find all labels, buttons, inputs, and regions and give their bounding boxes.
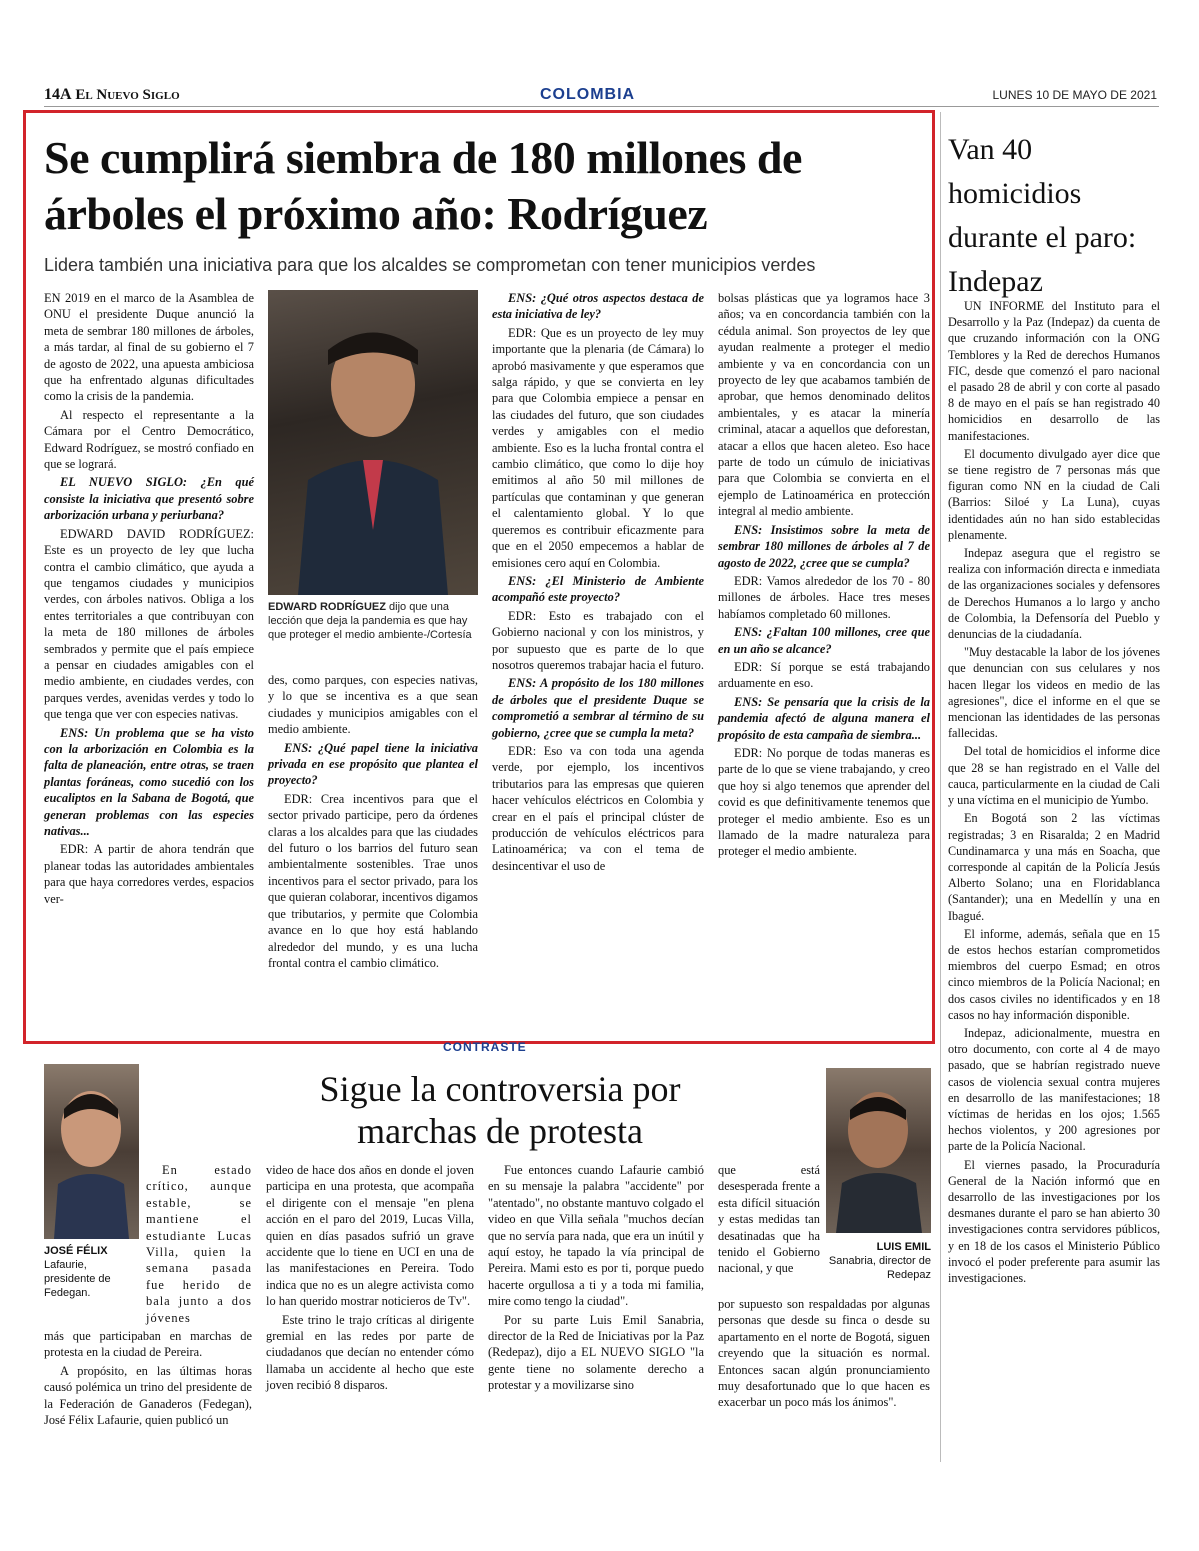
- paragraph: bolsas plásticas que ya logramos hace 3 años; va en concordancia también con la cédula animal. Son proyectos de ley que ayudan realmente a proteger el medio ambiente y va en concordancia con un proyecto de ley que acabamos también de aprobar, que hemos denominado delitos ambientales, y es atacar la minería criminal, atacar a aquellos que deforestan, atacar a ellos que hacen aleteo. Eso hace parte de todo un cúmulo de iniciativas para que Colombia se convierta en el ejemplo de Latinoamérica en protección integral al medio ambiente.: [718, 291, 930, 519]
- paragraph: UN INFORME del Instituto para el Desarrollo y la Paz (Indepaz) da cuenta de que cruzando información con la ONG Temblores y la Red de derechos Humanos FIC, desde que comenzó el paro nacional el pasado 28 de abril y con corte al pasado 8 de mayo en el país se han registrado 40 homicidios en desarrollo de las manifestaciones.: [948, 299, 1160, 443]
- portrait-lafaurie: [44, 1064, 139, 1239]
- question: ENS: Un problema que se ha visto con la arborización en Colombia es la falta de planeación, entre otras, se traen plantas foráneas, como sucedió con los eucaliptos en la Sabana de Bogotá, que generan problemas con las especies nativas...: [44, 725, 254, 838]
- bottom-column-4-rest: [718, 1296, 930, 1413]
- side-headline: Van 40 homicidios durante el paro: Indepaz: [948, 133, 1137, 298]
- paragraph: Por su parte Luis Emil Sanabria, director de la Red de Iniciativas por la Paz (Redepaz), dijo a EL NUEVO SIGLO "la gente tiene no solamente derecho a protestar y a movilizarse sino: [488, 1312, 704, 1393]
- paragraph: Indepaz, adicionalmente, muestra en otro documento, con corte al 4 de mayo pasado, que se habrían registrado nueve casos de violencia sexual contra mujeres en desarrollo de las manifestaciones; 18 víctimas de heridas en los ojos; 1.565 hechos violentos, y 200 agresiones por parte de la Policía Nacional.: [948, 1025, 1160, 1154]
- page-number: 14A El Nuevo Siglo: [44, 86, 180, 103]
- paragraph: EN 2019 en el marco de la Asamblea de ONU el presidente Duque anunció la meta de sembrar 180 millones de árboles, a más tardar, al final de su gobierno el 7 de agosto de 2022, una apuesta ambiciosa que ha enfrentado algunas dificultades como la crisis de la pandemia.: [44, 291, 254, 404]
- masthead: El Nuevo Siglo: [75, 87, 180, 103]
- bottom-column-1: [146, 1162, 252, 1328]
- paragraph: En estado crítico, aunque estable, se mantiene el estudiante Lucas Villa, quien la semana pasada fue herido de bala junto a dos jóvenes: [146, 1163, 252, 1325]
- paragraph: Este trino le trajo críticas al dirigente gremial en las redes por parte de ciudadanos que decían no entender cómo llamaba un accidente al hecho que este joven recibió 8 disparos.: [266, 1312, 474, 1393]
- bottom-headline: Sigue la controversia por marchas de protesta: [319, 1069, 681, 1151]
- side-column: [948, 298, 1160, 1288]
- section-label: COLOMBIA: [540, 86, 636, 103]
- header-rule: [44, 106, 1159, 107]
- paragraph: video de hace dos años en donde el joven participa en una protesta, que acompaña el dirigente con el mensaje "en plena acción en el paro del 2019, Lucas Villa, quien en días pasados sufrió un grave accidente que lo tiene en UCI en una de las manifestaciones en Pereira. Todo indica que no es un alegre activista como lo han querido mostrar noticieros de Tv".: [266, 1163, 474, 1309]
- paragraph: EDR: Vamos alrededor de los 70 - 80 millones de árboles. Hace tres meses habíamos completado 60 millones.: [718, 573, 930, 621]
- paragraph: por supuesto son respaldadas por algunas personas que desde su finca o desde su apartamento en el norte de Bogotá, siguen creyendo que la situación es normal. Entonces sacan algún pronunciamiento muy desafortunado que lo que hacen es exacerbar un poco más los ánimos".: [718, 1297, 930, 1410]
- side-divider: [940, 112, 941, 1462]
- main-subheadline: Lidera también una iniciativa para que los alcaldes se comprometan con tener municipios verdes: [44, 255, 816, 275]
- paragraph: EDR: Esto es trabajado con el Gobierno nacional y con los ministros, y por supuesto que es parte de lo que nosotros queremos trabajar hacia el futuro.: [492, 608, 704, 672]
- paragraph: que está desesperada frente a esta difícil situación y estas medidas tan desatinadas que ha tenido el Gobierno nacional, y que: [718, 1163, 820, 1276]
- paragraph: El viernes pasado, la Procuraduría General de la Nación informó que en desarrollo de las investigaciones por los desmanes durante el paro se han abierto 30 investigaciones contra servidores públicos, y en 18 de los casos el Ministerio Público invocó el poder preferente para asumir las investigaciones.: [948, 1157, 1160, 1285]
- paragraph: El documento divulgado ayer dice que se tiene registro de 7 personas más que figuran como NN en la ciudad de Cali (Barrios: Siloé y La Luna), cuyas identidades aún no han sido establecidas plenamente.: [948, 446, 1160, 542]
- issue-date: LUNES 10 DE MAYO DE 2021: [992, 88, 1157, 102]
- portrait-sanabria: [826, 1068, 931, 1233]
- question: ENS: ¿Qué otros aspectos destaca de esta iniciativa de ley?: [492, 291, 704, 322]
- person-photo-icon: [44, 1064, 139, 1239]
- paragraph: EDR: No porque de todas maneras es parte de lo que se viene trabajando, y creo que hoy si algo tenemos que aprender del covid es que definitivamente tenemos que proteger el medio ambiente. Eso es un llamado de la madre naturaleza para proteger el medio ambiente.: [718, 745, 930, 859]
- main-column-1: [44, 290, 254, 909]
- person-photo-icon: [268, 290, 478, 595]
- paragraph: Fue entonces cuando Lafaurie cambió en su mensaje la palabra "accidente" por "atentado", no obstante mantuvo colgado el video en que Villa señala "muchos decían que no servía para nada, que era un inútil y aquí estoy, he tapado la vía principal de Pereira. Mami esto es por ti, porque puedo hacerte orgullosa a ti y a toda mi familia, mire como tengo la ciudad".: [488, 1163, 704, 1309]
- paragraph: "Muy destacable la labor de los jóvenes que denuncian con sus celulares y nos hacen llegar los videos en medio de las agresiones", dice el informe en el que se mencionan las identidades de las personas fallecidas.: [948, 645, 1160, 741]
- paragraph: EDR: Que es un proyecto de ley muy importante que la plenaria (de Cámara) lo aprobó masivamente y que esperamos que salga rápido, y que se convierta en ley para que Colombia empiece a pensar en las ciudades del futuro, que son ciudades verdes y amigables con el medio ambiente. Eso es la lucha frontal contra el cambio climático, que como lo dije hoy emitimos al año 50 mil millones de partículas que contaminan y que generan el calentamiento global. Y lo que queremos es contribuir eficazmente para que en el 2050 empecemos a hablar de emisiones cero aquí en Colombia.: [492, 325, 704, 570]
- paragraph: El informe, además, señala que en 15 de estos hechos estarían comprometidos miembros del cuerpo Esmad; en otros cinco miembros de la Policía Nacional; en dos casos civiles no identificados y en 18 casos no hay información disponible.: [948, 926, 1160, 1022]
- question: ENS: Se pensaría que la crisis de la pandemia afectó de alguna manera el propósito de esta campaña de siembra...: [718, 694, 930, 742]
- bottom-column-1-rest: [44, 1328, 252, 1430]
- main-column-3: [492, 290, 704, 876]
- question: ENS: Insistimos sobre la meta de sembrar 180 millones de árboles al 7 de agosto de 2022, ¿cree que se cumpla?: [718, 522, 930, 570]
- main-headline: Se cumplirá siembra de 180 millones de árboles el próximo año: Rodríguez: [44, 132, 802, 239]
- question: ENS: ¿El Ministerio de Ambiente acompañó este proyecto?: [492, 573, 704, 605]
- question: ENS: ¿Faltan 100 millones, cree que en un año se alcance?: [718, 625, 930, 656]
- photo-caption: EDWARD RODRÍGUEZ dijo que una lección que deja la pandemia es que hay que proteger el medio ambiente-/Cortesía: [268, 601, 472, 641]
- paragraph: des, como parques, con especies nativas, y lo que se incentiva es a que sean ciudades y municipios amigables con el medio ambiente.: [268, 673, 478, 737]
- paragraph: EDR: Sí porque se está trabajando arduamente en eso.: [718, 659, 930, 691]
- question: EL NUEVO SIGLO: ¿En qué consiste la iniciativa que presentó sobre arborización urbana y periurbana?: [44, 475, 254, 523]
- question: ENS: A propósito de los 180 millones de árboles que el presidente Duque se comprometió a sembrar al término de su gobierno, ¿cree que se cumpla la meta?: [492, 676, 704, 740]
- kicker-label: CONTRASTE: [443, 1040, 527, 1054]
- paragraph: En Bogotá son 2 las víctimas registradas; 3 en Risaralda; 2 en Madrid Cundinamarca y una más en Soacha, que corresponde al capitán de la Policía Jesús Alberto Solano; una en Floridablanca (Santander); una en Medellín y una en Ibagué.: [948, 811, 1160, 923]
- paragraph: EDWARD DAVID RODRÍGUEZ: Este es un proyecto de ley que lucha contra el cambio climático, que ayuda a que tengamos ciudades y municipios verdes, con árboles nativos. Obliga a los entes territoriales a que contribuyan con la meta de 180 millones de árboles sembrados y permite que el país empiece a pensar en ciudades amigables con el medio ambiente, en ciudades verdes, con parques verdes, avenidas verdes y todo lo que tenga que ver con especies nativas.: [44, 526, 254, 722]
- paragraph: A propósito, en las últimas horas causó polémica un trino del presidente de la Federación de Ganaderos (Fedegan), José Félix Lafaurie, quien publicó un: [44, 1363, 252, 1428]
- bottom-column-2: [266, 1162, 474, 1396]
- paragraph: EDR: Crea incentivos para que el sector privado participe, pero da órdenes claras a los alcaldes para que las ciudades del futuro o los barrios del futuro sean ambientalmente sostenibles. Trae unos incentivos para el sector privado, para los que quieran colaborar, incentivos digamos que tributarios, y permite que Colombia avance en lo que hoy está hablando alrededor del mundo, y es una lucha frontal contra el cambio climático.: [268, 791, 478, 970]
- interview-photo: [268, 290, 478, 595]
- main-column-4: [718, 290, 930, 862]
- paragraph: Del total de homicidios el informe dice que 28 se han registrado en el Valle del cauca, particularmente en la ciudad de Cali y una víctima en el municipio de Yumbo.: [948, 744, 1160, 808]
- paragraph: más que participaban en marchas de protesta en la ciudad de Pereira.: [44, 1329, 252, 1360]
- bottom-column-3: [488, 1162, 704, 1396]
- bottom-column-4: [718, 1162, 820, 1279]
- paragraph: Indepaz asegura que el registro se realiza con información directa e inmediata de las organizaciones sociales y defensores de Derechos Humanos a lo largo y ancho de Colombia, la Defensoría del Pueblo y denuncias de la ciudadanía.: [948, 546, 1160, 642]
- person-photo-icon: [826, 1068, 931, 1233]
- paragraph: Al respecto el representante a la Cámara por el Centro Democrático, Edward Rodríguez, se mostró confiado en que se logrará.: [44, 407, 254, 472]
- paragraph: EDR: A partir de ahora tendrán que planear todas las autoridades ambientales para que haya corredores verdes, espacios ver-: [44, 842, 254, 906]
- caption-lafaurie: JOSÉ FÉLIX Lafaurie, presidente de Fedegan.: [44, 1245, 111, 1299]
- main-column-2: [268, 672, 478, 973]
- caption-sanabria: LUIS EMIL Sanabria, director de Redepaz: [828, 1241, 931, 1281]
- question: ENS: ¿Qué papel tiene la iniciativa privada en ese propósito que plantea el proyecto?: [268, 740, 478, 788]
- paragraph: EDR: Eso va con toda una agenda verde, por ejemplo, los incentivos tributarios para las empresas que quieren hacer vehículos eléctricos en Colombia y crear en el país el principal clúster de producción de vehículos eléctricos para Latinoamérica; va con el tema de desincentivar el uso de: [492, 743, 704, 873]
